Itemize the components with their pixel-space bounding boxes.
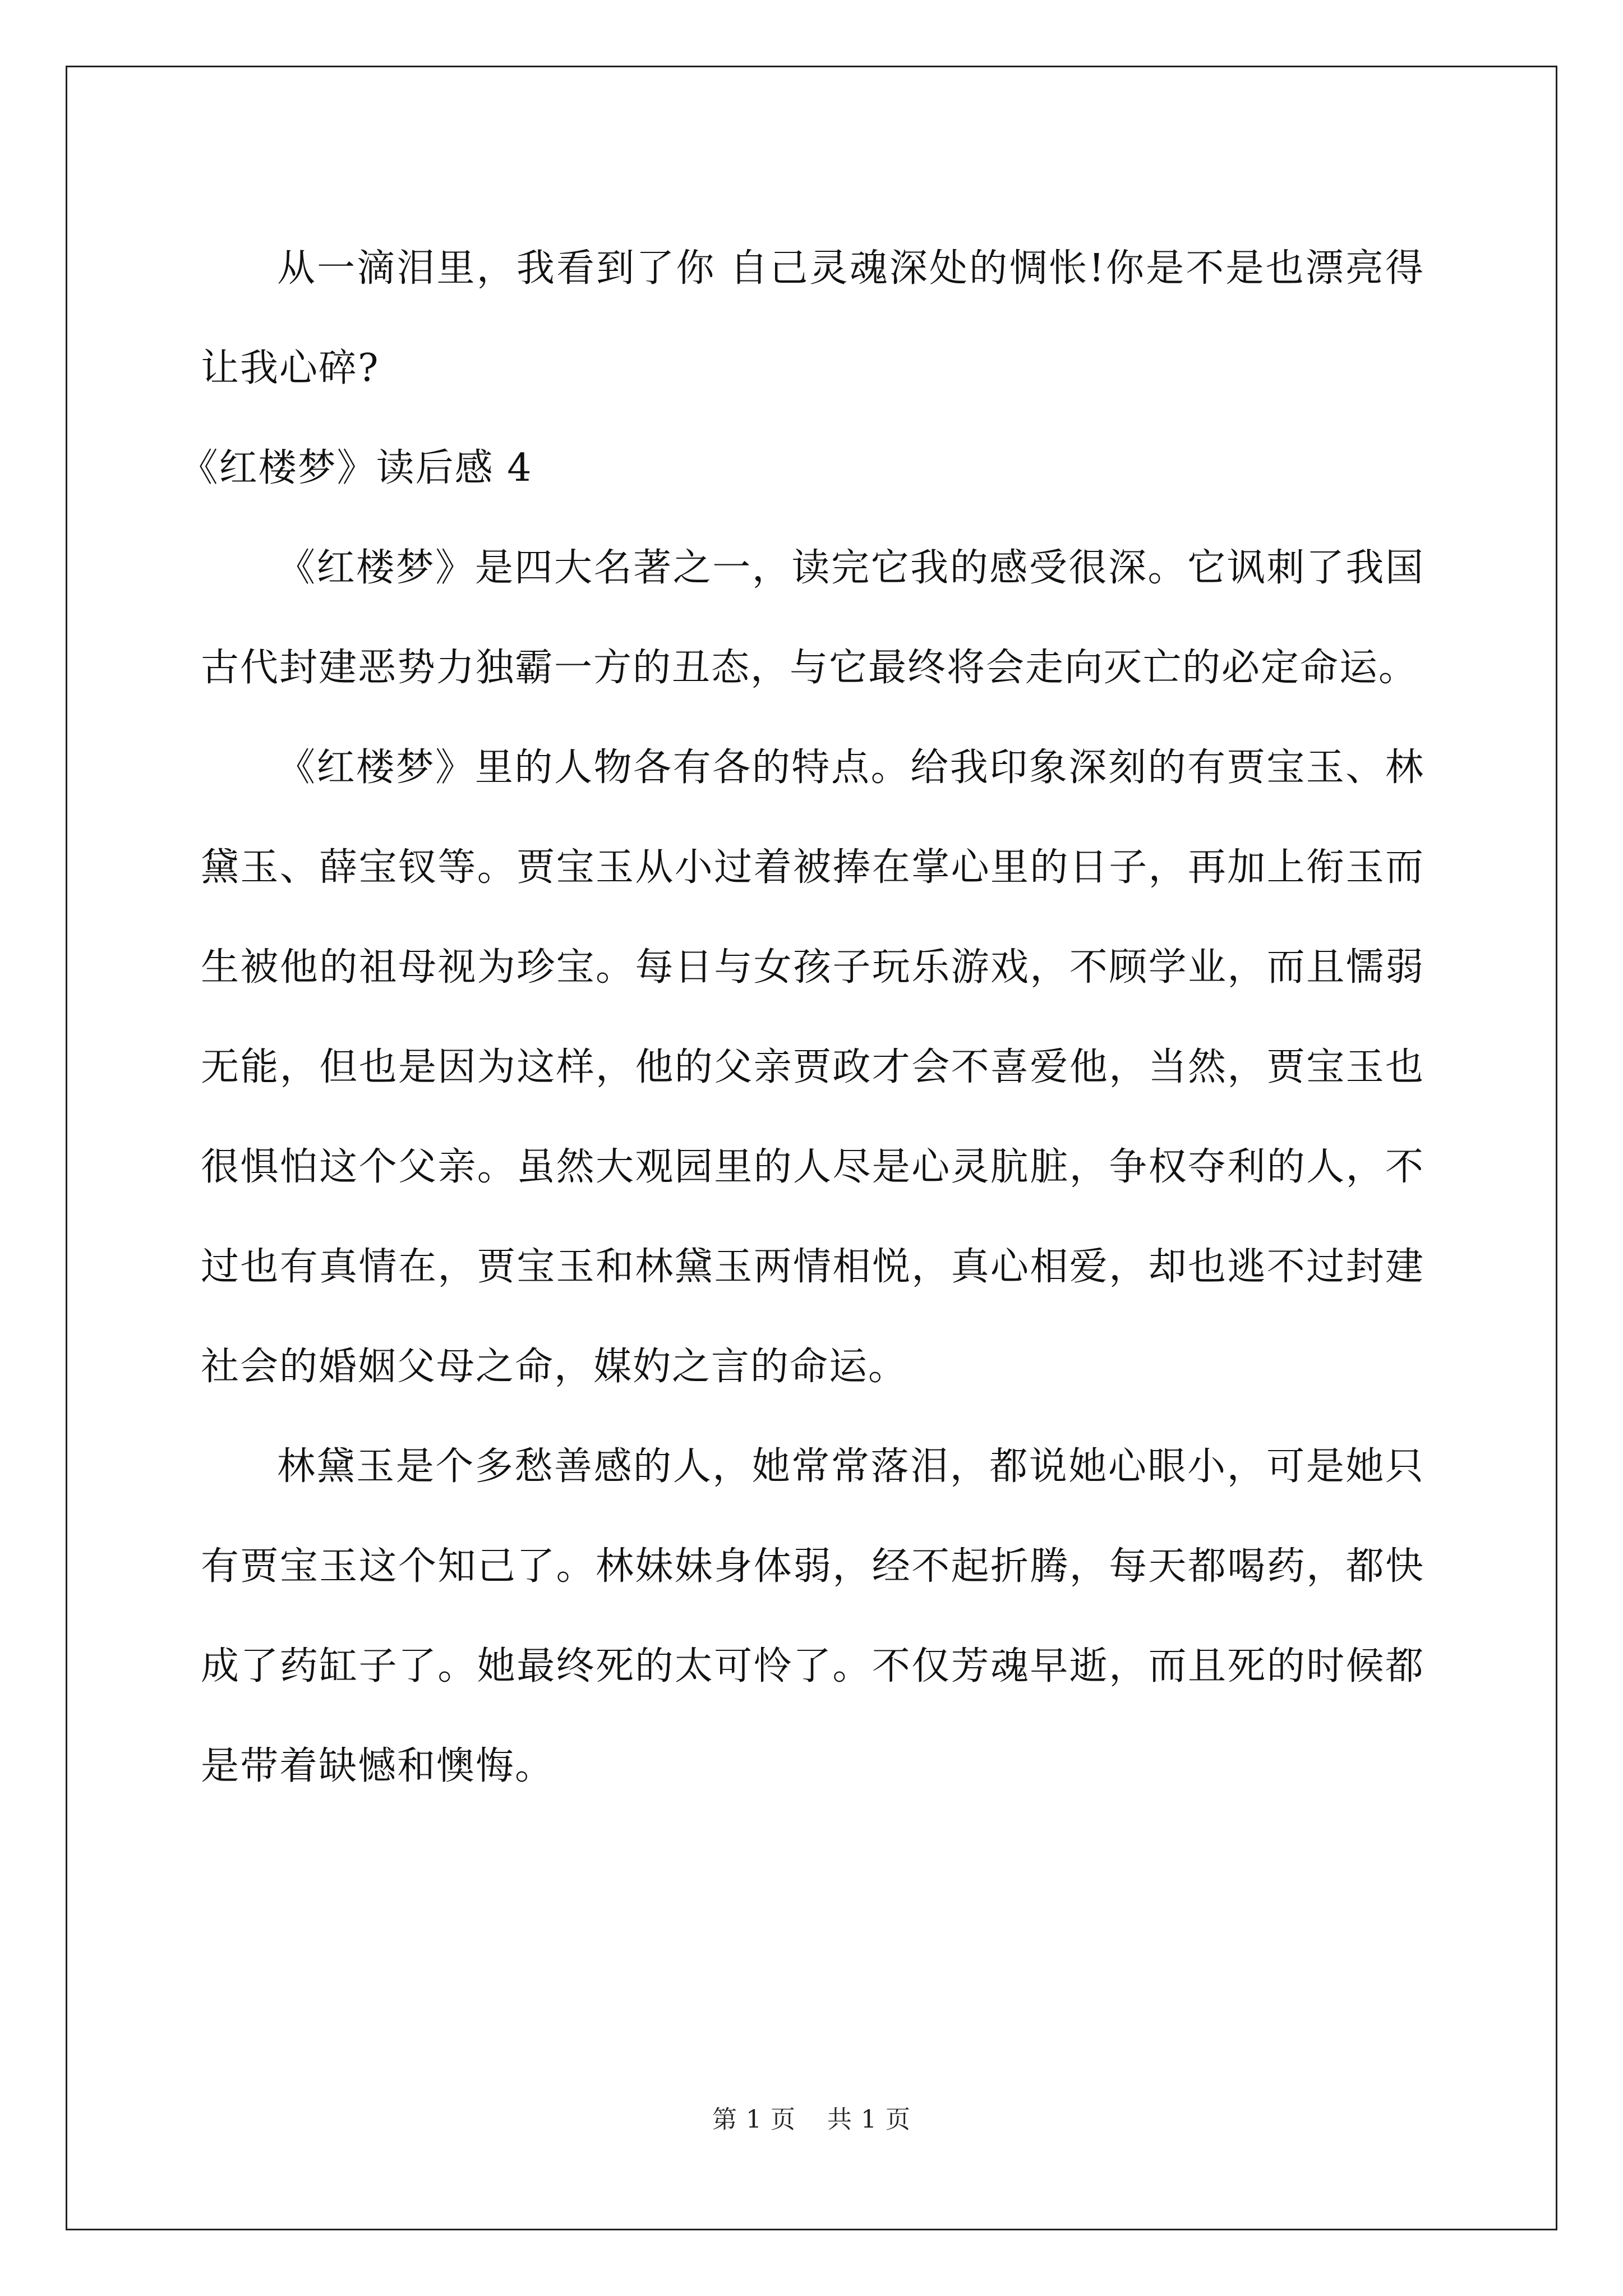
body-paragraph-2: 《红楼梦》里的人物各有各的特点。给我印象深刻的有贾宝玉、林黛玉、薛宝钗等。贾宝玉从小过着被捧在掌心里的日子，再加上衔玉而生被他的祖母视为珍宝。每日与女孩子玩乐游戏，不顾学业，而且懦弱无能，但也是因为这样，他的父亲贾政才会不喜爱他，当然，贾宝玉也很惧怕这个父亲。虽然大观园里的人尽是心灵肮脏，争权夺利的人，不过也有真情在，贾宝玉和林黛玉两情相悦，真心相爱，却也逃不过封建社会的婚姻父母之命，媒妁之言的命运。: [201, 746, 1424, 1389]
page-footer: [0, 2103, 1623, 2137]
intro-paragraph: 从一滴泪里，我看到了你 自己灵魂深处的惆怅!你是不是也漂亮得让我心碎?: [201, 246, 1424, 390]
section-title: 《红楼梦》读后感 4: [179, 446, 533, 490]
document-body: [179, 219, 1424, 1816]
body-paragraph-3: 林黛玉是个多愁善感的人，她常常落泪，都说她心眼小，可是她只有贾宝玉这个知己了。林妹妹身体弱，经不起折腾，每天都喝药，都快成了药缸子了。她最终死的太可怜了。不仅芳魂早逝，而且死的时候都是带着缺憾和懊悔。: [201, 1444, 1424, 1788]
page-total: 共 1 页: [827, 2105, 911, 2134]
page-number: 第 1 页: [712, 2105, 796, 2134]
body-paragraph-1: 《红楼梦》是四大名著之一，读完它我的感受很深。它讽刺了我国古代封建恶势力独霸一方的丑态，与它最终将会走向灭亡的必定命运。: [201, 546, 1424, 690]
